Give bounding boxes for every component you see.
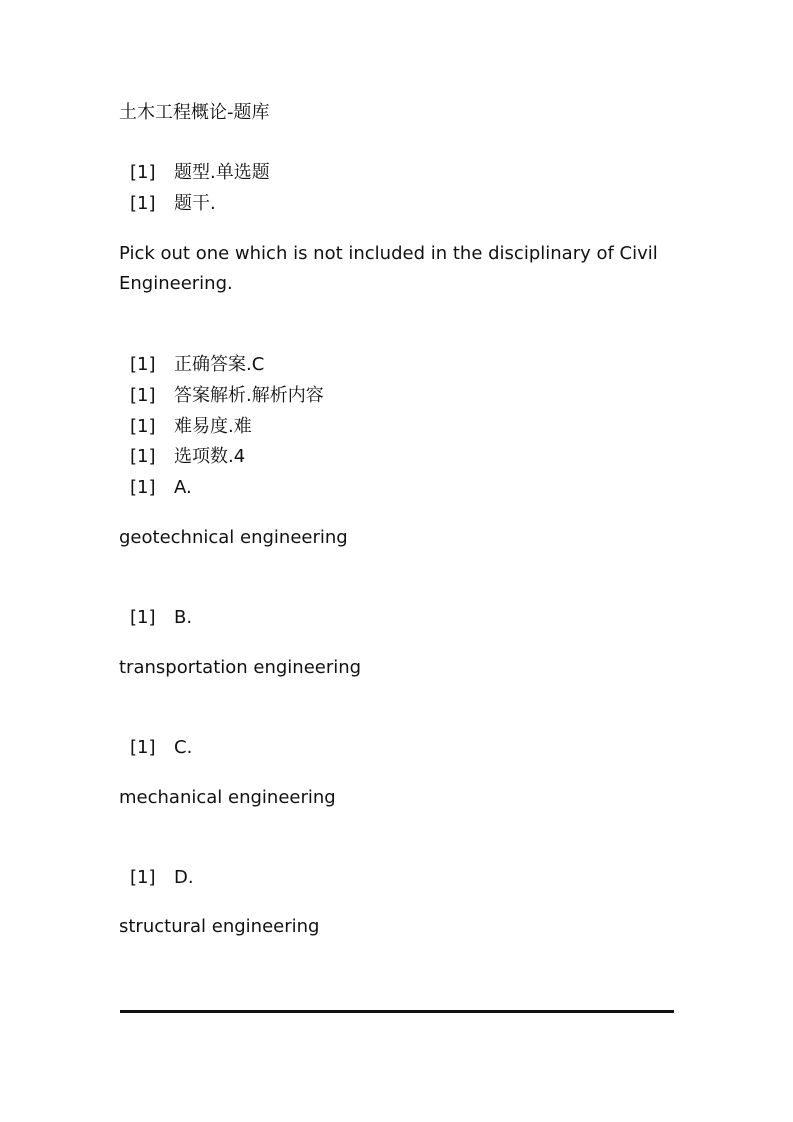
option-c-label: C.	[174, 737, 193, 758]
item-marker: [1]	[130, 446, 156, 467]
option-d-label-item	[130, 863, 194, 893]
item-marker: [1]	[130, 416, 156, 437]
item-marker: [1]	[130, 354, 156, 375]
item-marker: [1]	[130, 867, 156, 888]
option-b-text: transportation engineering	[119, 657, 362, 678]
bottom-divider	[120, 1010, 674, 1013]
item-marker: [1]	[130, 737, 156, 758]
difficulty: 难易度.难	[174, 416, 252, 437]
analysis-item	[130, 381, 324, 411]
option-b-label-item	[130, 603, 192, 633]
question-stem: Pick out one which is not included in the disciplinary of Civil Engineering.	[119, 243, 658, 294]
item-marker: [1]	[130, 607, 156, 628]
option-c-text: mechanical engineering	[119, 787, 336, 808]
correct-answer: 正确答案.C	[174, 354, 265, 375]
stem-label-item	[130, 189, 216, 219]
correct-answer-item	[130, 350, 264, 380]
item-marker: [1]	[130, 193, 156, 214]
option-a-label: A.	[174, 477, 192, 498]
item-marker: [1]	[130, 385, 156, 406]
stem-label: 题干.	[174, 193, 216, 214]
question-type: 题型.单选题	[174, 162, 270, 183]
answer-analysis: 答案解析.解析内容	[174, 385, 324, 406]
option-count-item	[130, 442, 245, 472]
page-title: 土木工程概论-题库	[119, 102, 270, 123]
question-type-item	[130, 158, 270, 188]
option-b-label: B.	[174, 607, 193, 628]
option-c-label-item	[130, 733, 192, 763]
item-marker: [1]	[130, 162, 156, 183]
item-marker: [1]	[130, 477, 156, 498]
option-a-text: geotechnical engineering	[119, 527, 348, 548]
difficulty-item	[130, 412, 252, 442]
option-a-label-item	[130, 473, 192, 503]
option-d-label: D.	[174, 867, 194, 888]
option-d-text: structural engineering	[119, 916, 320, 937]
option-count: 选项数.4	[174, 446, 246, 467]
